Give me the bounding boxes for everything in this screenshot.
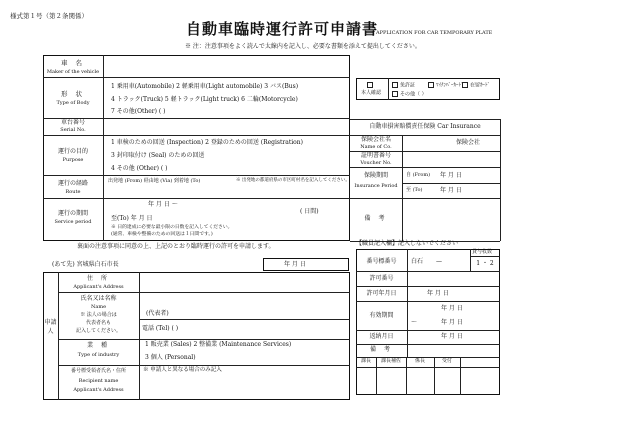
confirm-option-other[interactable]: その他（ ） bbox=[392, 91, 427, 98]
serial-label: 車台番号 bbox=[60, 119, 85, 126]
service-period-sub: Service period bbox=[54, 219, 92, 225]
industry-options-row2[interactable]: 3 個人 (Personal) bbox=[145, 354, 196, 361]
return-date-value: 年 月 日 bbox=[441, 333, 463, 340]
insurance-remarks-label: 備 考 bbox=[364, 215, 388, 222]
insurance-company-field[interactable]: 保険会社 bbox=[456, 139, 481, 146]
application-date: 年 月 日 bbox=[284, 261, 306, 268]
service-period-note1: ※ 日的達成に必要な最小限の日数を記入してください。 bbox=[111, 225, 233, 230]
plate-number-label: 番号標番号 bbox=[366, 258, 397, 265]
body-type-label: 形 状 bbox=[60, 90, 86, 98]
declaration-text: 裏面の注意事項に同意の上、上記のとおり臨時運行の許可を申請します。 bbox=[77, 243, 275, 250]
industry-sub: Type of industry bbox=[77, 352, 120, 358]
permit-date-label: 許可年月日 bbox=[366, 290, 397, 297]
voucher-field[interactable] bbox=[403, 152, 499, 166]
stamp-section-chief: 課長 bbox=[360, 358, 371, 364]
purpose-options-row3[interactable]: 4 その他 (Other) ( ) bbox=[111, 165, 168, 172]
return-date-label: 返納月日 bbox=[369, 333, 394, 340]
route-label: 運行の経路 bbox=[57, 180, 88, 187]
plate-count[interactable]: 1 ・ 2 bbox=[476, 260, 494, 267]
applicant-name-note2: 代表者名も bbox=[85, 320, 111, 326]
insurance-remarks-field[interactable] bbox=[403, 199, 499, 240]
service-period-to[interactable]: 至(To) 年 月 日 bbox=[111, 215, 153, 222]
recipient-note: ※ 申請人と異なる場合のみ記入 bbox=[143, 367, 222, 373]
identity-confirm-checkbox[interactable] bbox=[367, 82, 375, 89]
insurance-period-sub: Insurance Period bbox=[354, 183, 398, 189]
insurance-header: 自動車損害賠償責任保険 Car Insurance bbox=[369, 123, 481, 130]
address-sub: Applicant's Address bbox=[73, 284, 124, 290]
service-period-note2: (通常、車検や整備のための回送は１日間です。) bbox=[111, 232, 213, 237]
form-number: 様式第１号（第２条関係） bbox=[10, 12, 88, 20]
plates-count-label: 貸与枚数 bbox=[472, 249, 493, 255]
application-date-box[interactable] bbox=[263, 258, 349, 271]
serial-sub: Serial No. bbox=[60, 127, 86, 133]
identity-confirm-label: 本人確認 bbox=[361, 90, 382, 96]
valid-tilde: 〜 bbox=[411, 319, 418, 326]
applicant-name-label: 氏名又は名称 bbox=[80, 295, 117, 302]
office-remarks-label: 備 考 bbox=[370, 346, 393, 353]
confirm-option-residence[interactable]: 在留ｶｰﾄﾞ bbox=[462, 82, 490, 89]
body-type-options-row1[interactable]: 1 乗用車(Automobile) 2 軽乗用車(Light automobile) 3 バス(Bus) bbox=[111, 83, 299, 90]
insurance-company-sub: Name of Co. bbox=[360, 144, 392, 150]
voucher-label: 証明書番号 bbox=[360, 152, 391, 159]
vehicle-name-sub: Maker of the vehicle bbox=[46, 69, 100, 75]
route-sub: Route bbox=[65, 189, 81, 195]
serial-field[interactable] bbox=[104, 119, 349, 134]
stamp-deputy-chief: 課長補佐 bbox=[380, 358, 401, 364]
addressee: (あて先) 宮城県白石市長 bbox=[52, 261, 119, 268]
page-title: 自動車臨時運行許可申請書 bbox=[186, 20, 379, 38]
applicant-side-label: 申請人 bbox=[44, 319, 57, 335]
insurance-period-label: 保険期間 bbox=[363, 172, 388, 179]
body-type-options-row3[interactable]: 7 その他(Other) ( ) bbox=[111, 108, 166, 115]
page-title-english: APPLICATION FOR CAR TEMPORARY PLATE bbox=[376, 30, 493, 36]
confirm-option-license[interactable]: 免許証 bbox=[392, 82, 415, 89]
route-note: ※ 出発地の都道府県の市区町村名を記入してください。 bbox=[236, 178, 350, 183]
industry-options-row1[interactable]: 1 販売業 (Sales) 2 整備業 (Maintenance Services) bbox=[145, 341, 292, 348]
service-period-label: 運行の期間 bbox=[57, 210, 88, 217]
insurance-company-label: 保険会社名 bbox=[360, 136, 391, 143]
valid-period-label: 有効期間 bbox=[369, 312, 394, 319]
representative-label[interactable]: (代表者) bbox=[146, 310, 169, 317]
plate-prefix: 白石 bbox=[411, 258, 424, 265]
insurance-from-label: 自 (From) bbox=[406, 172, 431, 178]
body-type-sub: Type of Body bbox=[56, 100, 90, 106]
recipient-sub1: Recipient name bbox=[78, 378, 119, 384]
insurance-to-date[interactable]: 年 月 日 bbox=[440, 187, 462, 194]
confirm-option-mynumber[interactable]: ﾏｲﾅﾝﾊﾞｰｶｰﾄﾞ bbox=[428, 82, 464, 89]
purpose-options-row1[interactable]: 1 車検のための回送 (Inspection) 2 登録のための回送 (Registration) bbox=[111, 139, 303, 146]
purpose-sub: Purpose bbox=[62, 157, 84, 163]
vehicle-name-field[interactable] bbox=[104, 56, 349, 76]
address-field[interactable] bbox=[140, 273, 349, 291]
insurance-from-date[interactable]: 年 月 日 bbox=[440, 172, 462, 179]
body-type-options-row2[interactable]: 4 トラック(Truck) 5 軽トラック(Light truck) 6 二輪(Motorcycle) bbox=[111, 96, 298, 103]
applicant-name-sub: Name bbox=[90, 304, 107, 310]
vehicle-name-label: 車 名 bbox=[60, 59, 86, 67]
permit-number-label: 許可番号 bbox=[369, 275, 394, 282]
industry-label: 業 種 bbox=[87, 342, 110, 349]
telephone-field[interactable]: 電話 (Tel) ( ) bbox=[142, 325, 179, 332]
recipient-label: 番号標受領者氏名・住所 bbox=[70, 368, 126, 374]
service-period-from[interactable]: 年 月 日 〜 bbox=[148, 201, 178, 208]
service-period-days[interactable]: ( 日間) bbox=[300, 208, 319, 215]
purpose-options-row2[interactable]: 3 封印取付け (Seal) のための回送 bbox=[111, 152, 205, 159]
plate-dash: — bbox=[436, 258, 442, 265]
stamp-chief: 係長 bbox=[414, 358, 425, 364]
route-fields[interactable]: 出発地 (From) 経由地 (Via) 到着地 (To) bbox=[108, 178, 201, 184]
stamp-reception: 受付 bbox=[441, 358, 452, 364]
insurance-to-label: 至 (To) bbox=[406, 187, 423, 193]
voucher-sub: Voucher No. bbox=[360, 160, 392, 166]
valid-to-value: 年 月 日 bbox=[441, 319, 463, 326]
address-label: 住 所 bbox=[87, 275, 110, 282]
permit-date-value: 年 月 日 bbox=[427, 290, 449, 297]
purpose-label: 運行の目的 bbox=[57, 148, 88, 155]
recipient-field[interactable] bbox=[140, 376, 349, 399]
valid-from-value: 年 月 日 bbox=[441, 305, 463, 312]
applicant-name-note1: ※ 法人の場合は bbox=[80, 312, 117, 318]
office-use-header: 【職員記入欄】記入しないでください bbox=[356, 240, 459, 247]
instruction-note: ※ 注：注意事項をよく読んで太線内を記入し、必要な書類を添えて提出してください。 bbox=[185, 43, 421, 50]
recipient-sub2: Applicant's Address bbox=[73, 387, 124, 393]
applicant-name-note3: 記入してください。 bbox=[75, 328, 121, 334]
